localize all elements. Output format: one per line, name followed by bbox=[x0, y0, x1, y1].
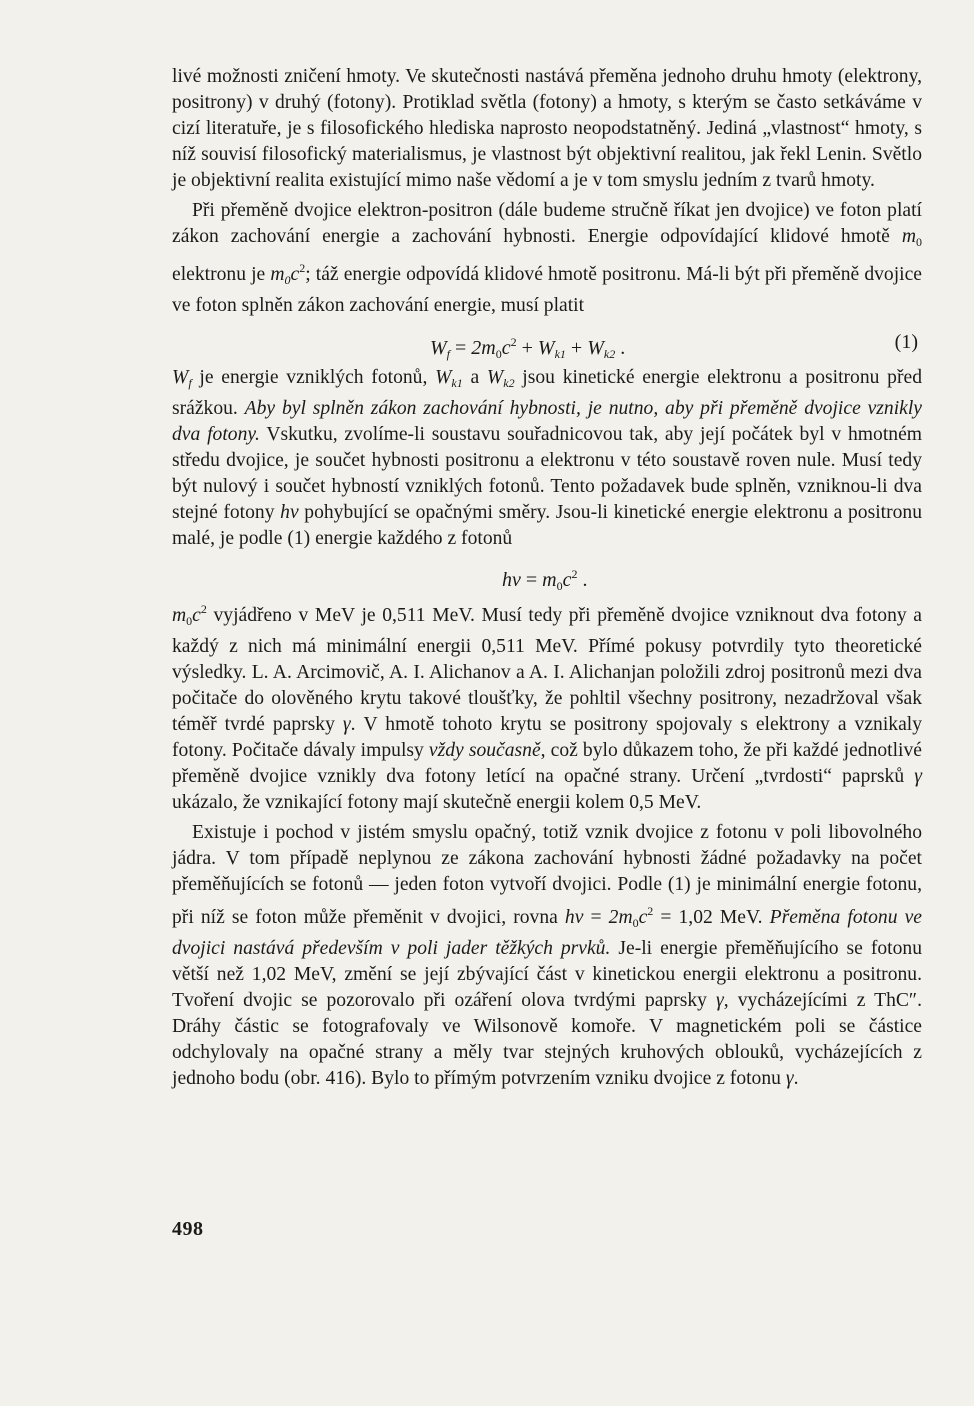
paragraph-2: Při přeměně dvojice elektron-positron (dále budeme stručně říkat jen dvojice) ve foton platí zákon zachování energie a zachování hybnosti. Energie odpovídající klidové hmotě $m_0$ elektronu je $m_0c^2$; táž energie odpovídá klidové hmotě positronu. Má-li být při přeměně dvojice ve foton splněn zákon zachování energie, musí platit bbox=[172, 200, 922, 316]
equation-2-body: $h\nu = m_0c^2$ . bbox=[502, 567, 588, 593]
paragraph-5: Existuje i pochod v jistém smyslu opačný, totiž vznik dvojice z fotonu v poli libovolného jádra. V tom případě neplynou ze zákona zachování hybnosti žádné požadavky na počet přeměňujících se fotonů — jeden foton vytvoří dvojici. Podle (1) je minimální energie fotonu, při níž se foton může přeměnit v dvojici, rovna $h\nu = 2m_0c^2 = 1,02$ MeV. Přeměna fotonu ve dvojici nastává především v poli jader těžkých prvků. Je-li energie přeměňujícího se fotonu větší než 1,02 MeV, změní se její zbývající část v kinetickou energii elektronu a positronu. Tvoření dvojic se pozorovalo při ozáření olova tvrdými paprsky γ, vycházejícími z ThC″. Dráhy částic se fotografovaly ve Wilsonově komoře. V magnetickém poli se částice odchylovaly na opačné strany a měly tvar stejných kruhových oblouků, vycházejících z jednoho bodu (obr. 416). Bylo to přímým potvrzením vzniku dvojice z fotonu γ. bbox=[172, 822, 922, 1089]
paragraph-1: livé možnosti zničení hmoty. Ve skutečnosti nastává přeměna jednoho druhu hmoty (elektrony, positrony) v druhý (fotony). Protiklad světla (fotony) a hmoty, s kterým se často setkáváme v cizí literatuře, je s filosofického hlediska naprosto neopodstatněný. Jediná „vlastnost“ hmoty, s níž souvisí filosofický materialismus, je vlastnost být objektivní realitou, jak řekl Lenin. Světlo je objektivní realita existující mimo naše vědomí a je v tom smyslu jedním z tvarů hmoty. bbox=[172, 66, 922, 191]
equation-2 bbox=[172, 552, 922, 596]
italic-always-simultaneously: vždy současně bbox=[428, 740, 541, 761]
m0c2-symbol: $m_0c$ bbox=[270, 264, 300, 287]
m0-symbol: m bbox=[901, 226, 916, 247]
equation-1 bbox=[172, 319, 922, 365]
equation-1-number: (1) bbox=[894, 331, 918, 353]
paragraph-4: $m_0c^2$ vyjádřeno v MeV je 0,511 MeV. Musí tedy při přeměně dvojice vzniknout dva fotony a každý z nich má minimální energii 0,511 MeV. Přímé pokusy potvrdily tyto theoretické výsledky. L. A. Arcimovič, A. I. Alichanov a A. I. Alichanjan položili zdroj positronů mezi dva počitače do olověného krytu takové tloušťky, že pohltil všechny positrony, nezadržoval však téměř tvrdé paprsky γ. V hmotě tohoto krytu se positrony spojovaly s elektrony a vznikaly fotony. Počitače dávaly impulsy vždy současně, což bylo důkazem toho, že při každé jednotlivé přeměně dvojice vznikly dva fotony letící na opačné strany. Určení „tvrdosti“ paprsků γ ukázalo, že vznikající fotony mají skutečně energii kolem 0,5 MeV. bbox=[172, 602, 922, 813]
italic-statement-momentum: Aby byl splněn zákon zachování hybnosti, je nutno, aby při přeměně dvojice vznikly dva fotony. bbox=[172, 398, 922, 445]
paragraph-3: $W_f$ je energie vzniklých fotonů, $W_{k1}$ a $W_{k2}$ jsou kinetické energie elektronu a positronu před srážkou. Aby byl splněn zákon zachování hybnosti, je nutno, aby při přeměně dvojice vznikly dva fotony. Vskutku, zvolíme-li soustavu souřadnicovou tak, aby její počátek byl v hmotném středu dvojice, je součet hybnosti positronu a elektronu v této soustavě roven nule. Musí tedy být nulový i součet hybností vzniklých fotonů. Tento požadavek bude splněn, vzniknou-li dva stejné fotony hν pohybující se opačnými směry. Jsou-li kinetické energie elektronu a positronu malé, je podle (1) energie každého z fotonů bbox=[172, 367, 923, 549]
italic-statement-heavy-nuclei: Přeměna fotonu ve dvojici nastává především v poli jader těžkých prvků. bbox=[172, 907, 922, 959]
body-text bbox=[172, 64, 922, 1092]
equation-1-body: $W_f = 2m_0c^2 + W_{k1} + W_{k2}$ . bbox=[430, 335, 626, 361]
page-number: 498 bbox=[172, 1218, 204, 1240]
